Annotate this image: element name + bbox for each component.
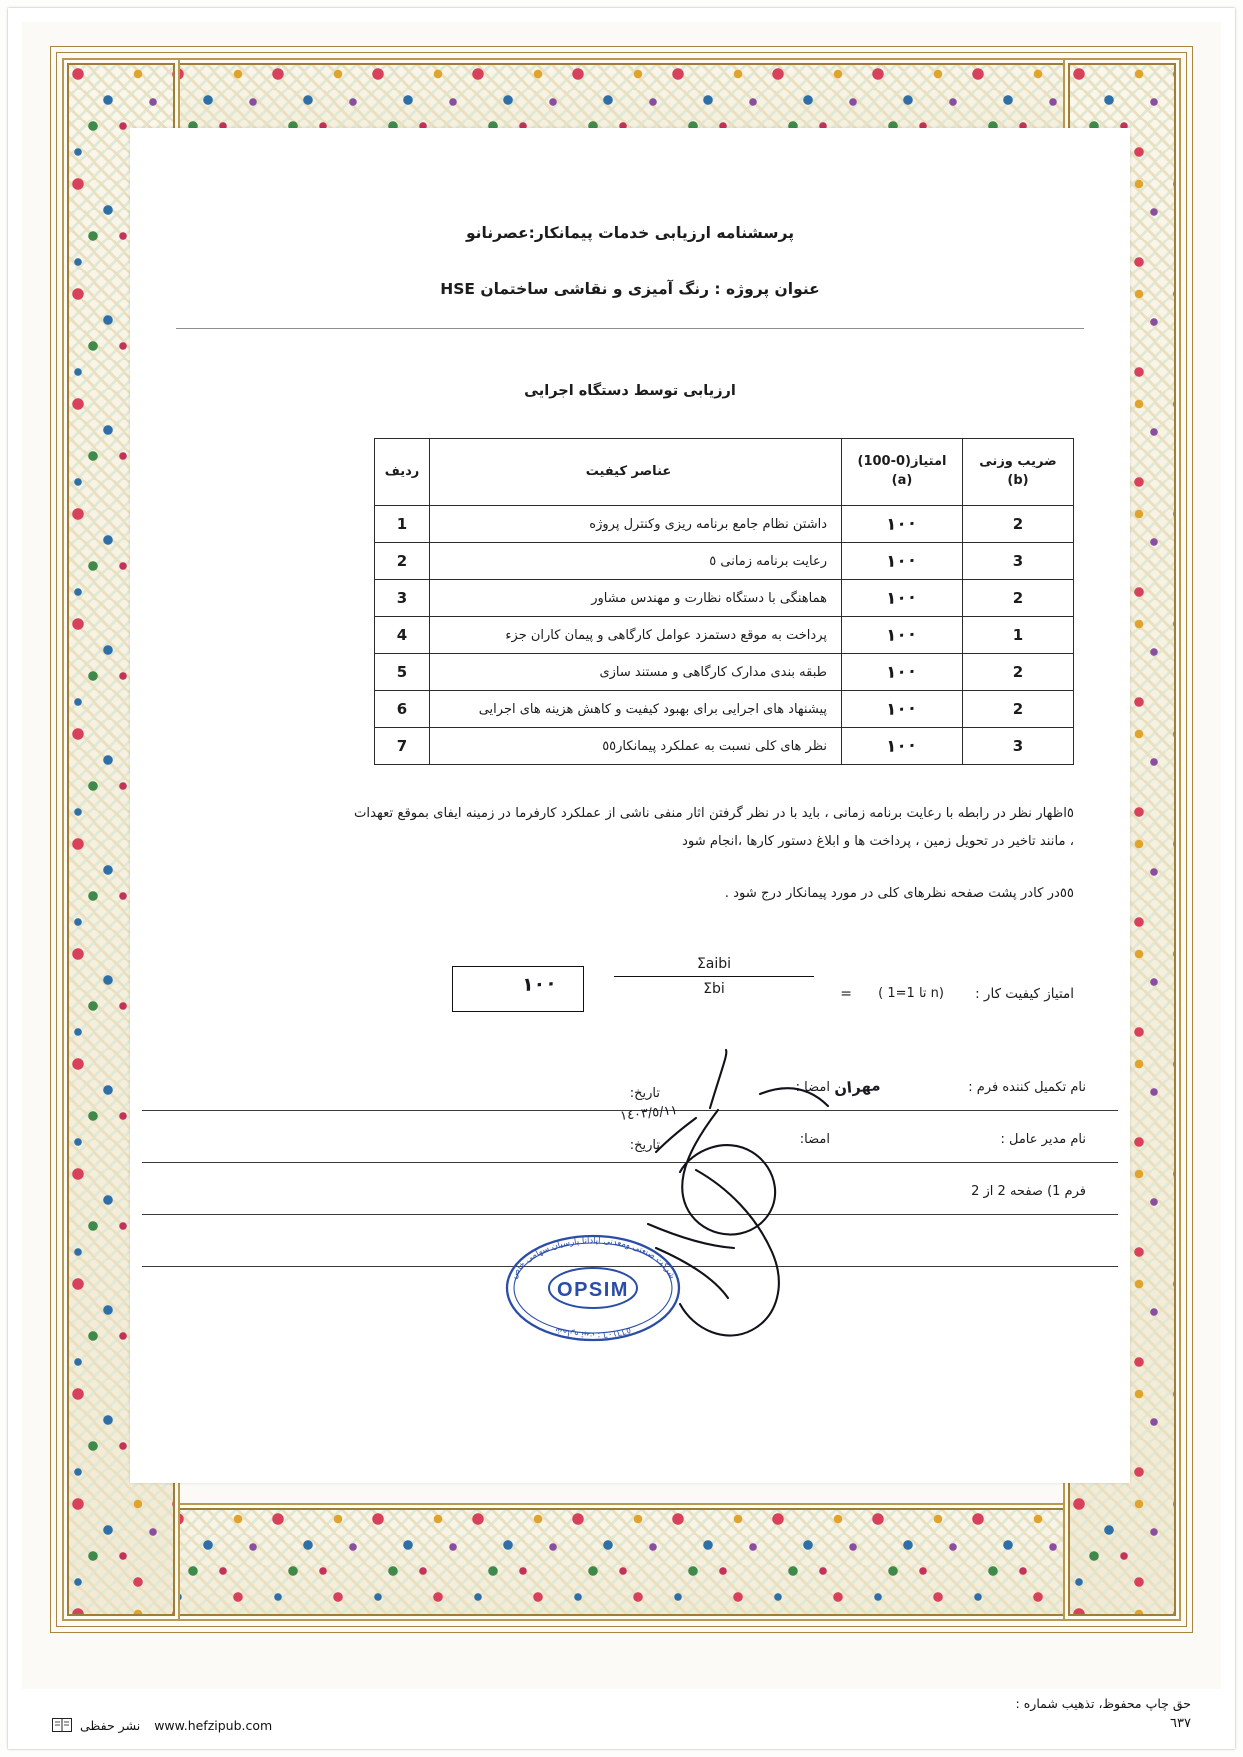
table-row <box>375 617 1074 654</box>
cell-weight: 3 <box>963 543 1074 580</box>
copyright-text: حق چاپ محفوظ، تذهیب شماره : <box>1015 1695 1191 1711</box>
cell-row-no: 2 <box>375 543 430 580</box>
page-footer <box>8 1695 1235 1739</box>
book-icon <box>52 1718 72 1732</box>
handwritten-score: ۱۰۰ <box>886 549 918 573</box>
formula-denominator: Σbi <box>703 981 725 997</box>
cell-row-no: 5 <box>375 654 430 691</box>
publisher-info <box>52 1718 272 1733</box>
cell-weight: 2 <box>963 654 1074 691</box>
formula-equals: = <box>840 986 852 1002</box>
col-header-weight <box>963 439 1074 506</box>
col-header-weight-sub: (b) <box>1007 473 1029 488</box>
formula-fraction <box>614 956 814 997</box>
cell-row-no: 7 <box>375 728 430 765</box>
manager-date-label: تاریخ: <box>629 1138 660 1153</box>
col-header-score-sub: (a) <box>891 473 913 488</box>
cell-quality-element: پرداخت به موقع دستمزد عوامل کارگاهی و پیمان کاران جزء <box>430 617 842 654</box>
formula-numerator: Σaibi <box>696 956 732 972</box>
table-row <box>375 506 1074 543</box>
cell-score <box>842 506 963 543</box>
cell-quality-element: رعایت برنامه زمانی ٥ <box>430 543 842 580</box>
cell-score <box>842 617 963 654</box>
cell-quality-element: پیشنهاد های اجرایی برای بهبود کیفیت و کاهش هزینه های اجرایی <box>430 691 842 728</box>
table-row <box>375 543 1074 580</box>
stamp-ring-top-text: شرکت صنعتی ومعدنی آپادانا پارسیان سهامی خاص <box>508 1235 678 1281</box>
publisher-website[interactable]: www.hefzipub.com <box>154 1718 273 1733</box>
cell-weight: 1 <box>963 617 1074 654</box>
manager-signature-label: امضا: <box>799 1132 830 1147</box>
formula-range: ( 1=1 تا n) <box>878 986 944 1001</box>
table-body <box>375 506 1074 765</box>
col-header-row-no: ردیف <box>375 439 430 506</box>
stamp-center-text: OPSIM <box>557 1279 629 1301</box>
formula-fraction-bar <box>614 976 814 977</box>
manager-name-label: نام مدیر عامل : <box>1000 1132 1086 1147</box>
form-filler-name-label: نام تکمیل کننده فرم : <box>968 1080 1086 1095</box>
company-stamp-opsim <box>498 1226 688 1351</box>
handwritten-filler-name: مهران <box>832 1076 881 1098</box>
tazhib-band-bottom <box>62 1503 1181 1621</box>
publisher-name: نشر حفظی <box>79 1718 141 1733</box>
formula-label: امتیاز کیفیت کار : <box>975 986 1074 1002</box>
handwritten-score: ۱۰۰ <box>886 512 918 536</box>
cell-score <box>842 580 963 617</box>
col-header-quality-elements: عناصر کیفیت <box>430 439 842 506</box>
cell-quality-element: نظر های کلی نسبت به عملکرد پیمانکار٥٥ <box>430 728 842 765</box>
handwritten-score: ۱۰۰ <box>886 697 918 721</box>
cell-weight: 3 <box>963 728 1074 765</box>
cell-quality-element: طبقه بندی مدارک کارگاهی و مستند سازی <box>430 654 842 691</box>
handwritten-score: ۱۰۰ <box>886 623 918 647</box>
table-row <box>375 728 1074 765</box>
stamp-ring-bottom-text: شماره ثبت : ٥٦٦١٠٦ <box>554 1324 632 1341</box>
cell-row-no: 3 <box>375 580 430 617</box>
cell-score <box>842 728 963 765</box>
handwritten-score: ۱۰۰ <box>886 660 918 684</box>
handwritten-date: ١٤٠٣/٥/١١ <box>619 1103 679 1124</box>
cell-row-no: 6 <box>375 691 430 728</box>
project-title: عنوان پروژه : رنگ آمیزی و نقاشی ساختمان HSE <box>440 280 820 298</box>
cell-quality-element: هماهنگی با دستگاه نظارت و مهندس مشاور <box>430 580 842 617</box>
cell-weight: 2 <box>963 506 1074 543</box>
page-title: پرسشنامه ارزیابی خدمات پیمانکار:عصرنانو <box>465 224 795 242</box>
handwritten-score: ۱۰۰ <box>886 734 918 758</box>
signature-rule-3 <box>142 1214 1118 1215</box>
formula-result-box <box>452 966 584 1012</box>
table-row <box>375 580 1074 617</box>
signature-rule-2 <box>142 1162 1118 1163</box>
table-row <box>375 654 1074 691</box>
tazhib-number: ٦٣٧ <box>1170 1715 1191 1731</box>
signature-rule-1 <box>142 1110 1118 1111</box>
cell-score <box>842 654 963 691</box>
cell-row-no: 1 <box>375 506 430 543</box>
cell-row-no: 4 <box>375 617 430 654</box>
footnote-schedule-compliance: ٥اظهار نظر در رابطه با رعایت برنامه زمانی ، باید با در نظر گرفتن اثار منفی ناشی از عملکرد کارفرما در زمینه ایفای بموقع تعهدات ، مانند تاخیر در تحویل زمین ، پرداخت ها و ابلاغ دستور کارها ،انجام شود <box>354 806 1074 849</box>
cell-weight: 2 <box>963 580 1074 617</box>
copyright-block <box>1016 1695 1191 1733</box>
table-row <box>375 691 1074 728</box>
cell-weight: 2 <box>963 691 1074 728</box>
form-filler-date-label: تاریخ: <box>629 1086 660 1101</box>
col-header-score <box>842 439 963 506</box>
form-filler-signature-label: امضا : <box>795 1080 830 1095</box>
cell-quality-element: داشتن نظام جامع برنامه ریزی وکنترل پروژه <box>430 506 842 543</box>
form-page-label: فرم 1) صفحه 2 از 2 <box>971 1184 1086 1199</box>
page-frame <box>8 8 1235 1749</box>
document-paper <box>130 128 1130 1483</box>
header-divider <box>176 328 1084 329</box>
col-header-score-label: امتیاز(0-100) <box>857 454 947 470</box>
col-header-weight-label: ضریب وزنی <box>979 454 1057 470</box>
footnote-general-comments: ٥٥در کادر پشت صفحه نظرهای کلی در مورد پیمانکار درج شود . <box>724 886 1074 901</box>
cell-score <box>842 691 963 728</box>
section-heading: ارزیابی توسط دستگاه اجرایی <box>524 383 736 399</box>
evaluation-table <box>374 438 1074 765</box>
formula-result-value: ۱۰۰ <box>521 971 558 997</box>
quality-score-formula <box>374 948 1074 1058</box>
cell-score <box>842 543 963 580</box>
handwritten-score: ۱۰۰ <box>886 586 918 610</box>
table-header-row <box>375 439 1074 506</box>
